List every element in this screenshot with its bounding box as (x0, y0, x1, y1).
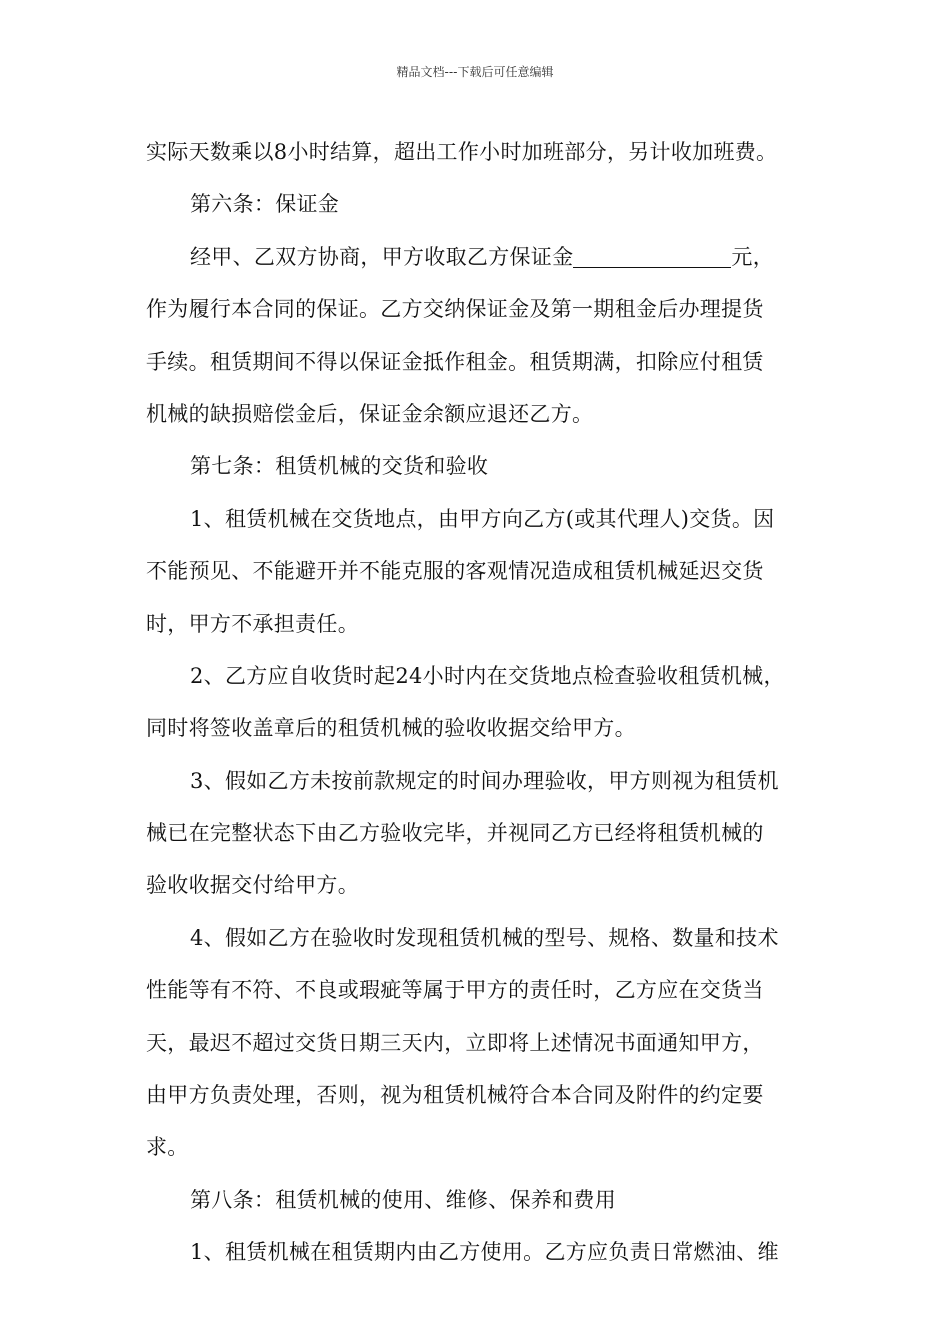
text-line-11: 2、乙方应自收货时起24小时内在交货地点检查验收租赁机械， (190, 663, 785, 688)
text-line-10: 时，甲方不承担责任。 (146, 611, 359, 636)
text-line-12: 同时将签收盖章后的租赁机械的验收收据交给甲方。 (146, 716, 636, 741)
text-line-15: 验收收据交付给甲方。 (146, 873, 359, 898)
page-header: 精品文档---下载后可任意编辑 (396, 65, 554, 79)
text-line-deposit (146, 231, 812, 283)
deposit-text-after: 元， (731, 244, 775, 269)
text-line-6: 机械的缺损赔偿金后，保证金余额应退还乙方。 (146, 401, 594, 426)
text-line-9: 不能预见、不能避开并不能克服的客观情况造成租赁机械延迟交货 (146, 559, 764, 584)
text-line-14: 械已在完整状态下由乙方验收完毕，并视同乙方已经将租赁机械的 (146, 821, 764, 846)
text-line-4: 作为履行本合同的保证。乙方交纳保证金及第一期租金后办理提货 (146, 297, 764, 322)
text-line-1: 实际天数乘以8小时结算，超出工作小时加班部分，另计收加班费。 (146, 140, 778, 164)
text-line-18: 天，最迟不超过交货日期三天内，立即将上述情况书面通知甲方， (146, 1030, 764, 1055)
text-line-22: 1、租赁机械在租赁期内由乙方使用。乙方应负责日常燃油、维 (190, 1240, 779, 1265)
text-line-8: 1、租赁机械在交货地点，由甲方向乙方(或其代理人)交货。因 (190, 506, 775, 531)
section-heading-7: 第七条：租赁机械的交货和验收 (190, 454, 489, 479)
document-body (146, 126, 812, 1279)
deposit-text-before: 经甲、乙双方协商，甲方收取乙方保证金 (190, 244, 574, 269)
text-line-13: 3、假如乙方未按前款规定的时间办理验收，甲方则视为租赁机 (190, 768, 779, 793)
text-line-16: 4、假如乙方在验收时发现租赁机械的型号、规格、数量和技术 (190, 925, 779, 950)
section-heading-8: 第八条：租赁机械的使用、维修、保养和费用 (190, 1187, 616, 1212)
text-line-19: 由甲方负责处理，否则，视为租赁机械符合本合同及附件的约定要 (146, 1083, 764, 1108)
text-line-5: 手续。租赁期间不得以保证金抵作租金。租赁期满，扣除应付租赁 (146, 349, 764, 374)
deposit-amount-blank (573, 266, 731, 268)
section-heading-6: 第六条：保证金 (190, 192, 340, 217)
text-line-20: 求。 (146, 1135, 189, 1160)
text-line-17: 性能等有不符、不良或瑕疵等属于甲方的责任时，乙方应在交货当 (146, 978, 764, 1003)
